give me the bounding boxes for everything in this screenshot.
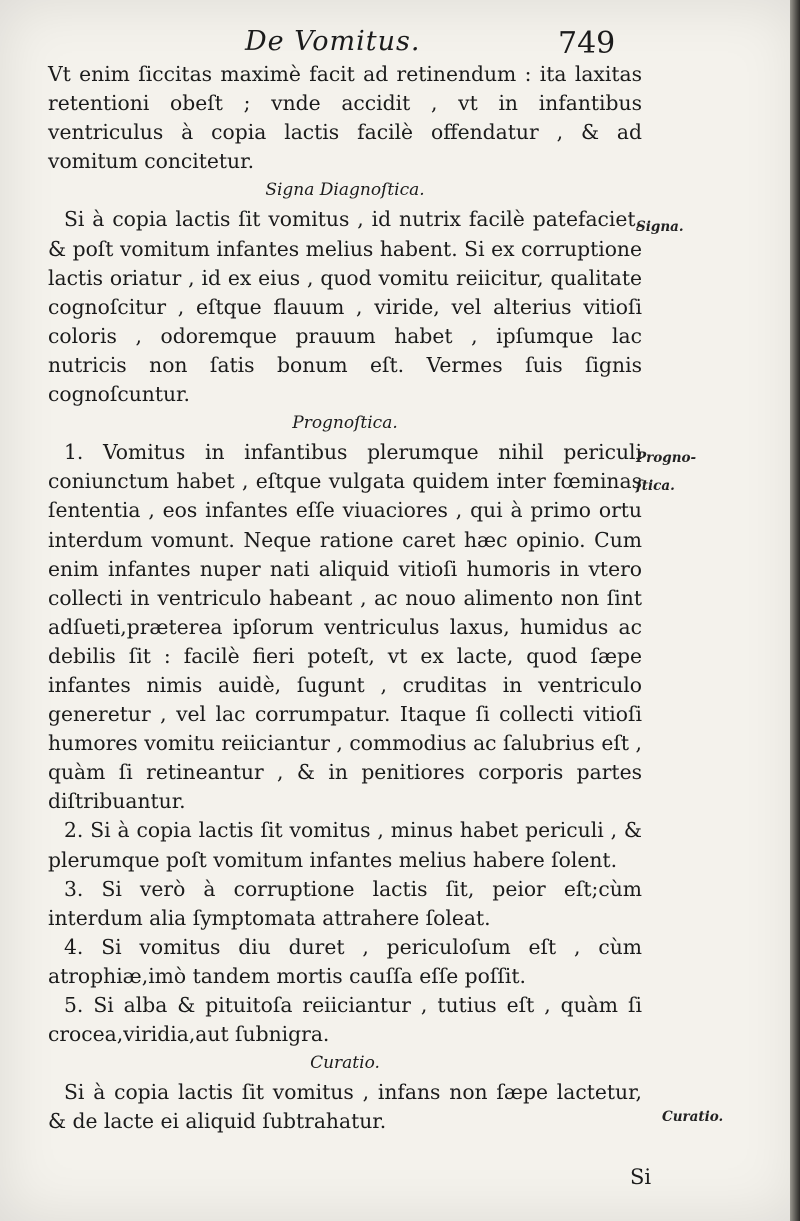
diagnostica-paragraph: Si à copia lactis ſit vomitus , id nutrix facilè patefaciet, & poſt vomitum infantes melius habent. Si ex corruptione lactis oriatur , id ex eius , quod vomitu reiicitur, qualitate cognoſcitur , eſtque flauum , viride, vel alterius vitioſi coloris , odoremque prauum habet , ipſumque lac nutricis non ſatis bonum eſt. Vermes ſuis ſignis cognoſcuntur. — [48, 207, 642, 407]
margin-note-curatio: Curatio. — [662, 1109, 724, 1125]
heading-prognostica: Prognoſtica. — [292, 413, 398, 434]
margin-note-signa: Signa. — [636, 219, 684, 235]
page-edge-shadow — [790, 0, 800, 1221]
running-head — [0, 22, 800, 62]
catchword: Si — [630, 1165, 652, 1189]
main-text — [48, 60, 642, 1136]
prognostica-item-4: 4. Si vomitus diu duret , periculoſum eſt , cùm atrophiæ,imò tandem mortis cauſſa eſſe poſſit. — [48, 934, 642, 988]
prognostica-item-5: 5. Si alba & pituitoſa reiiciantur , tutius eſt , quàm ſi crocea,viridia,aut ſubnigra. — [48, 993, 642, 1047]
curatio-paragraph: Si à copia lactis ſit vomitus , infans non ſæpe lactetur, & de lacte ei aliquid ſubtrahatur. — [48, 1080, 642, 1134]
heading-signa-diagnostica: Signa Diagnoſtica. — [265, 180, 425, 201]
page-number: 749 — [558, 26, 616, 61]
prognostica-item-1: 1. Vomitus in infantibus plerumque nihil periculi coniunctum habet , eſtque vulgata quidem inter fœminas ſententia , eos infantes eſſe viuaciores , qui à primo ortu interdum vomunt. Neque ratione caret hæc opinio. Cum enim infantes nuper nati aliquid vitioſi humoris in vtero collecti in ventriculo habeant , ac nouo alimento non ſint adſueti,præterea ipſorum ventriculus laxus, humidus ac debilis ſit : facilè fieri poteſt, vt ex lacte, quod ſæpe infantes nimis auidè, ſugunt , cruditas in ventriculo generetur , vel lac corrumpatur. Itaque ſi collecti vitioſi humores vomitu reiiciantur , commodius ac ſalubrius eſt , quàm ſi retineantur , & in penitiores corporis partes diſtribuantur. — [48, 440, 642, 814]
prognostica-item-3: 3. Si verò à corruptione lactis ſit, peior eſt;cùm interdum alia ſymptomata attrahere ſoleat. — [48, 876, 642, 930]
running-title: De Vomitus. — [245, 26, 421, 57]
margin-note-prognostica-line2: ſtica. — [636, 478, 675, 494]
intro-paragraph: Vt enim ſiccitas maximè facit ad retinendum : ita laxitas retentioni obeſt ; vnde accidit , vt in infantibus ventriculus à copia lactis facilè offendatur , & ad vomitum concitetur. — [48, 62, 642, 174]
margin-note-prognostica-line1: Progno- — [636, 450, 697, 466]
prognostica-item-2: 2. Si à copia lactis ſit vomitus , minus habet periculi , & plerumque poſt vomitum infantes melius habere ſolent. — [48, 818, 642, 872]
heading-curatio: Curatio. — [310, 1053, 380, 1074]
